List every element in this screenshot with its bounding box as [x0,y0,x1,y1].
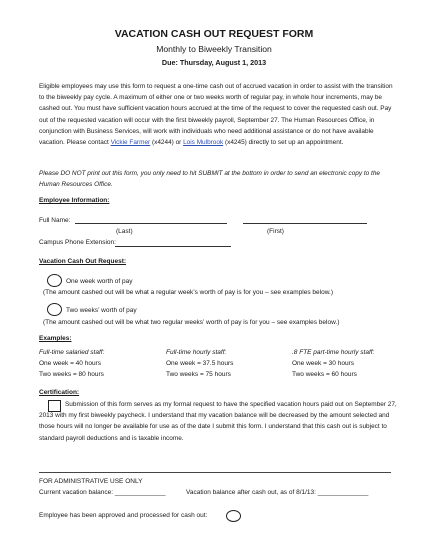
admin-divider [39,472,391,473]
approved-label: Employee has been approved and processed for cash out: [39,512,208,519]
approved-radio[interactable] [226,510,241,522]
vacation-request-heading: Vacation Cash Out Request: [39,258,127,265]
example-col3-one-week: One week = 30 hours [292,360,354,367]
admin-heading: FOR ADMINISTRATIVE USE ONLY [39,478,143,485]
one-week-label: One week worth of pay [66,278,133,285]
certification-heading: Certification: [39,389,80,396]
one-week-radio[interactable] [47,274,62,287]
phone-extension-field[interactable] [115,246,231,247]
submit-instructions: Please DO NOT print out this form, you only need to hit SUBMIT at the bottom in order to send an electronic copy to the Human Resources Office. [39,170,380,189]
balance-after-label: Vacation balance after cash out, as of 8/1/13: ______________ [186,489,369,496]
due-date: Due: Thursday, August 1, 2013 [161,58,267,67]
contact2-extension: (x4245) directly to set up an appointment. [223,139,344,147]
employee-info-heading: Employee Information: [39,197,110,204]
contact-link-vickie-farmer[interactable]: Vickie Farmer [110,139,151,147]
contact-link-lois-mulbrook[interactable]: Lois Mulbrook [183,139,224,147]
intro-text: Eligible employees may use this form to request a one-time cash out of accrued vacation in order to assist with the transition to the biweekly pay cycle. A maximum of either one or two weeks worth of regular pay, in whole hour increments, may be cashed out. You must have sufficient vacation hours accrued at the time of the request to cover the requested cash out. Pay out of the requested vacation will occur with the first biweekly payroll, September 27. The Human Resources Office, in conjunction with Business Services, will work with individuals who need additional assistance or do not have available vacation. Please contact [39,83,393,147]
example-col3-two-weeks: Two weeks = 60 hours [292,371,357,378]
certification-text: Submission of this form serves as my formal request to have the specified vacation hours paid out on September 27, 2013 with my first biweekly paycheck. I understand that my vacation balance will be decreased by the amount selected and those hours will no longer be available for use as of the date I submit this form. I understand that this cash out is subject to standard payroll deductions and is taxable income. [39,401,397,442]
current-balance-label: Current vacation balance: ______________ [39,489,166,496]
two-weeks-label: Two weeks’ worth of pay [66,307,137,314]
two-weeks-note: (The amount cashed out will be what two regular weeks’ worth of pay is for you – see examples below.) [43,319,340,326]
example-col2-title: Full-time hourly staff: [166,349,227,356]
example-col2-one-week: One week = 37.5 hours [166,360,234,367]
example-col3-title: .8 FTE part-time hourly staff: [292,349,375,356]
example-col2-two-weeks: Two weeks = 75 hours [166,371,231,378]
one-week-note: (The amount cashed out will be what a regular week’s worth of pay is for you – see examples below.) [43,289,334,296]
example-col1-one-week: One week = 40 hours [39,360,101,367]
example-col1-title: Full-time salaried staff: [39,349,105,356]
form-subtitle: Monthly to Biweekly Transition [156,44,272,54]
first-name-caption: (First) [267,228,284,235]
last-name-caption: (Last) [116,228,133,235]
full-name-label: Full Name: [39,217,71,224]
phone-extension-label: Campus Phone Extension: [39,239,116,246]
contact1-extension: (x4244) or [150,139,184,147]
last-name-field[interactable] [75,223,227,224]
examples-heading: Examples: [39,335,72,342]
intro-paragraph [39,81,397,148]
example-col1-two-weeks: Two weeks = 80 hours [39,371,104,378]
form-title: VACATION CASH OUT REQUEST FORM [114,28,314,40]
two-weeks-radio[interactable] [47,303,62,316]
first-name-field[interactable] [243,223,367,224]
